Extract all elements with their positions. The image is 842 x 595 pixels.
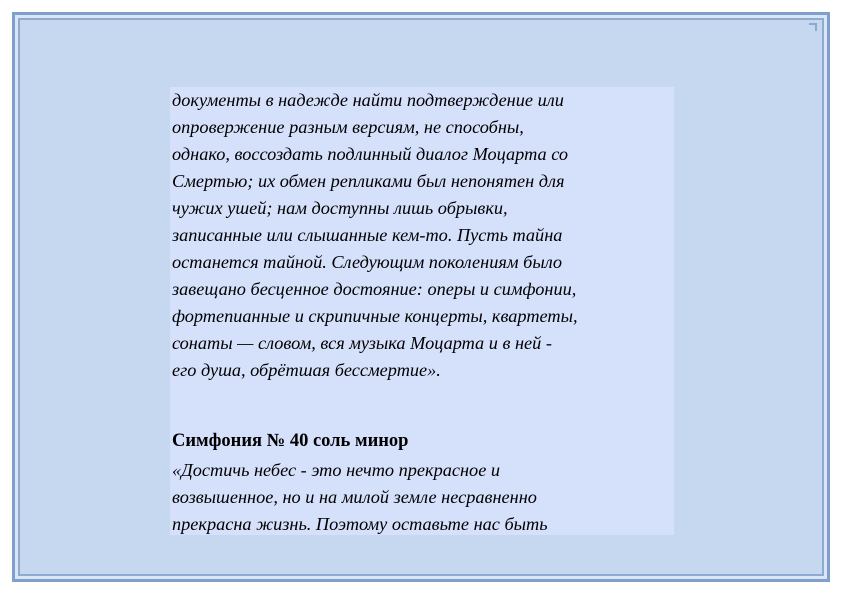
paragraph-line: останется тайной. Следующим поколениям было — [172, 252, 563, 272]
paragraph-line: фортепианные и скрипичные концерты, квартеты, — [172, 306, 578, 326]
paragraph-line: однако, воссоздать подлинный диалог Моцарта со — [172, 144, 569, 164]
paragraph-line: записанные или слышанные кем-то. Пусть тайна — [172, 225, 563, 245]
paragraph-line: завещано бесценное достояние: оперы и симфонии, — [172, 279, 577, 299]
paragraph-line: опровержение разным версиям, не способны, — [172, 117, 524, 137]
quote-line: прекрасна жизнь. Поэтому оставьте нас быть — [172, 514, 548, 534]
text-box — [170, 87, 674, 535]
body-paragraph — [172, 87, 578, 384]
paragraph-line: чужих ушей; нам доступны лишь обрывки, — [172, 198, 508, 218]
frame-corner-decoration — [809, 23, 817, 31]
paragraph-line: сонаты — словом, вся музыка Моцарта и в ней - — [172, 333, 552, 353]
paragraph-line: документы в надежде найти подтверждение или — [172, 90, 564, 110]
symphony-heading: Симфония № 40 соль минор — [172, 431, 409, 451]
quote-line: возвышенное, но и на милой земле несравненно — [172, 487, 537, 507]
quote-paragraph — [172, 457, 548, 538]
paragraph — [172, 87, 578, 384]
quote-line: «Достичь небес - это нечто прекрасное и — [172, 460, 501, 480]
paragraph-line: Смертью; их обмен репликами был непонятен для — [172, 171, 565, 191]
paragraph-line: его душа, обрётшая бессмертие». — [172, 360, 441, 380]
